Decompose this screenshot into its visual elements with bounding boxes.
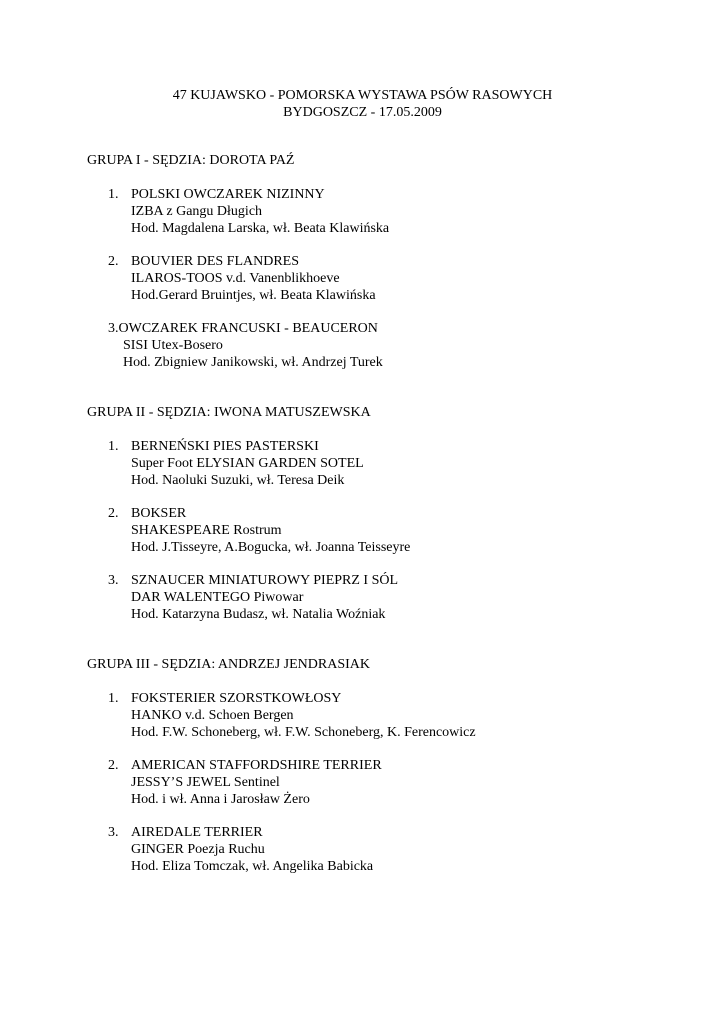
entry-number: 2.: [108, 254, 119, 269]
entry-number: 1.: [108, 439, 119, 454]
group-heading-1: GRUPA I - SĘDZIA: DOROTA PAŹ: [87, 153, 295, 168]
entry-dog: SISI Utex-Bosero: [123, 338, 223, 353]
list-item: [108, 757, 382, 808]
entry-breed: OWCZAREK FRANCUSKI - BEAUCERON: [118, 321, 378, 336]
entry-owners: Hod.Gerard Bruintjes, wł. Beata Klawińska: [131, 288, 376, 303]
group-heading-3: GRUPA III - SĘDZIA: ANDRZEJ JENDRASIAK: [87, 657, 370, 672]
entry-owners: Hod. F.W. Schoneberg, wł. F.W. Schoneberg, K. Ferencowicz: [131, 725, 476, 740]
list-item: [108, 690, 476, 741]
entry-owners: Hod. i wł. Anna i Jarosław Żero: [131, 792, 310, 807]
entry-owners: Hod. Magdalena Larska, wł. Beata Klawińska: [131, 221, 390, 236]
list-item: [108, 824, 373, 875]
entry-number: 3.: [108, 573, 119, 588]
entry-breed: FOKSTERIER SZORSTKOWŁOSY: [131, 691, 342, 706]
entry-owners: Hod. Katarzyna Budasz, wł. Natalia Woźniak: [131, 607, 386, 622]
entry-number: 1.: [108, 187, 119, 202]
entry-owners: Hod. J.Tisseyre, A.Bogucka, wł. Joanna Teisseyre: [131, 540, 411, 555]
entry-dog: DAR WALENTEGO Piwowar: [131, 590, 304, 605]
show-location-date: BYDGOSZCZ - 17.05.2009: [283, 105, 442, 120]
list-item: [108, 253, 376, 304]
entry-breed: BOKSER: [131, 506, 187, 521]
entry-number: 2.: [108, 506, 119, 521]
entry-dog: JESSY’S JEWEL Sentinel: [131, 775, 280, 790]
entry-breed: BOUVIER DES FLANDRES: [131, 254, 300, 269]
list-item: [108, 320, 383, 371]
list-item: [108, 572, 398, 623]
document-header: [0, 87, 725, 121]
entry-number: 2.: [108, 758, 119, 773]
entry-breed: SZNAUCER MINIATUROWY PIEPRZ I SÓL: [131, 573, 399, 588]
show-title: 47 KUJAWSKO - POMORSKA WYSTAWA PSÓW RASOWYCH: [172, 88, 553, 103]
list-item: [108, 438, 364, 489]
list-item: [108, 186, 389, 237]
entry-breed: AMERICAN STAFFORDSHIRE TERRIER: [131, 758, 382, 773]
entry-number: 3.: [108, 321, 119, 336]
entry-breed: BERNEŃSKI PIES PASTERSKI: [131, 439, 319, 454]
group-heading-2: GRUPA II - SĘDZIA: IWONA MATUSZEWSKA: [87, 405, 371, 420]
entry-owners: Hod. Zbigniew Janikowski, wł. Andrzej Turek: [123, 355, 383, 370]
entry-dog: GINGER Poezja Ruchu: [131, 842, 265, 857]
entry-dog: SHAKESPEARE Rostrum: [131, 523, 282, 538]
entry-breed: POLSKI OWCZAREK NIZINNY: [131, 187, 325, 202]
entry-dog: Super Foot ELYSIAN GARDEN SOTEL: [131, 456, 364, 471]
entry-dog: HANKO v.d. Schoen Bergen: [131, 708, 294, 723]
entry-owners: Hod. Eliza Tomczak, wł. Angelika Babicka: [131, 859, 374, 874]
entry-number: 1.: [108, 691, 119, 706]
entry-number: 3.: [108, 825, 119, 840]
entry-dog: ILAROS-TOOS v.d. Vanenblikhoeve: [131, 271, 340, 286]
list-item: [108, 505, 410, 556]
entry-owners: Hod. Naoluki Suzuki, wł. Teresa Deik: [131, 473, 345, 488]
entry-dog: IZBA z Gangu Długich: [131, 204, 263, 219]
entry-breed: AIREDALE TERRIER: [131, 825, 263, 840]
